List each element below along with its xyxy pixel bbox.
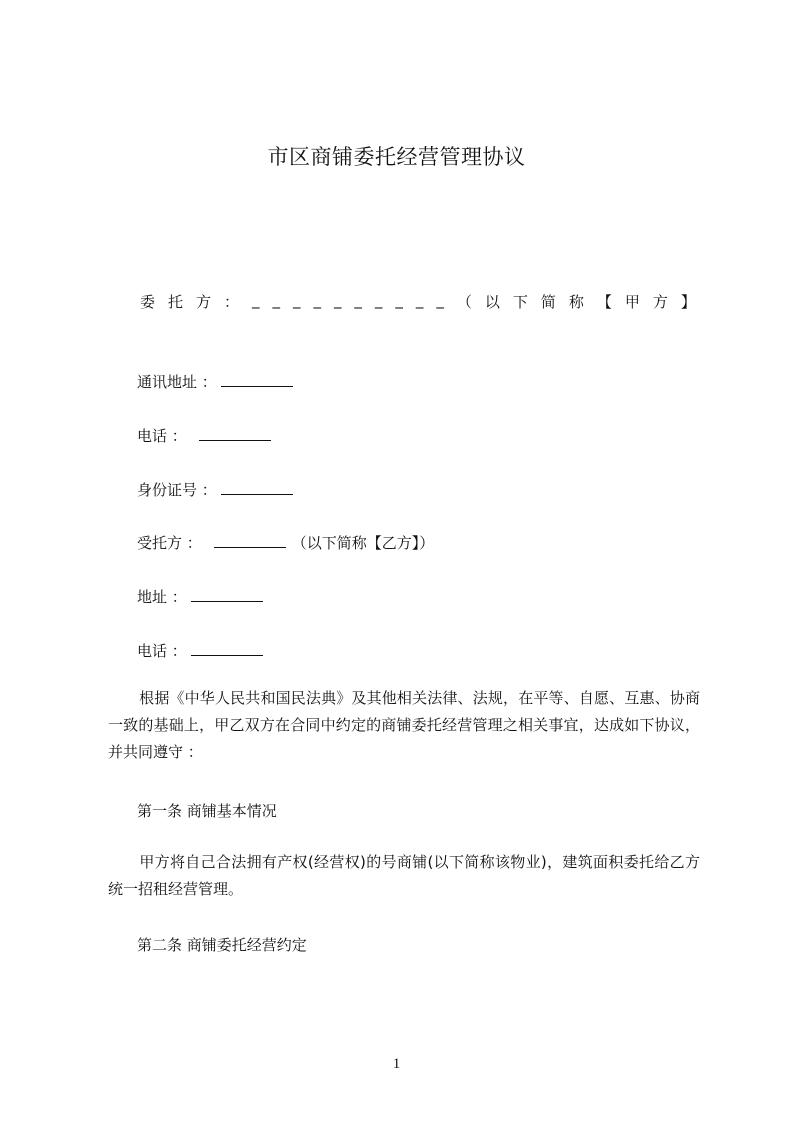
article2-heading: 第二条 商铺委托经营约定	[137, 936, 307, 954]
page-number: 1	[392, 1056, 401, 1072]
article1-paragraph	[108, 849, 700, 903]
principal-char: 甲	[624, 293, 640, 311]
address-field	[137, 371, 293, 392]
principal-blank: _	[415, 291, 424, 309]
address-label: 通讯地址 ：	[137, 373, 217, 391]
principal-char: 委	[140, 293, 156, 311]
principal-char: 托	[168, 293, 184, 311]
agent-suffix: （以下简称【乙方】）	[291, 534, 435, 552]
agent-blank[interactable]	[214, 533, 286, 548]
principal-char: （	[456, 293, 472, 311]
principal-char: 【	[596, 293, 612, 311]
agent-label: 受托方 ：	[137, 534, 202, 552]
principal-blank: _	[354, 291, 362, 309]
principal-blank: _	[272, 291, 280, 309]
principal-char: 以	[484, 293, 500, 311]
principal-char: ：	[224, 293, 240, 311]
agent-phone-field	[137, 640, 263, 661]
principal-blank: _	[333, 291, 342, 309]
agent-field	[137, 532, 434, 553]
id-number-label: 身份证号 ：	[137, 481, 217, 499]
principal-blank: _	[252, 291, 260, 309]
phone-field	[137, 425, 271, 446]
id-number-blank[interactable]	[221, 480, 293, 495]
principal-blank: _	[395, 291, 403, 309]
principal-blank: _	[313, 291, 321, 309]
principal-blank: _	[436, 291, 444, 309]
address-blank[interactable]	[221, 372, 293, 387]
agent-address-blank[interactable]	[191, 587, 263, 602]
phone-label: 电话 ：	[137, 427, 187, 445]
principal-blank: _	[292, 291, 301, 309]
phone-blank[interactable]	[199, 426, 271, 441]
preamble-text: 根据《中华人民共和国民法典》及其他相关法律、法规，在平等、自愿、互惠、协商一致的基础上，甲乙双方在合同中约定的商铺委托经营管理之相关事宜，达成如下协议，并共同遵守 ：	[108, 689, 700, 761]
principal-char: 】	[680, 293, 696, 311]
agent-address-label: 地址 ：	[137, 588, 187, 606]
agent-phone-label: 电话 ：	[137, 642, 187, 660]
document-title: 市区商铺委托经营管理协议	[267, 145, 526, 169]
principal-line	[140, 291, 696, 312]
principal-char: 称	[568, 293, 584, 311]
article1-heading: 第一条 商铺基本情况	[137, 802, 277, 820]
principal-blank: _	[374, 291, 383, 309]
principal-char: 方	[652, 293, 668, 311]
agent-address-field	[137, 586, 263, 607]
principal-char: 方	[196, 293, 212, 311]
article1-text: 甲方将自己合法拥有产权(经营权)的号商铺(以下简称该物业)，建筑面积委托给乙方统一招租经营管理。	[108, 853, 700, 898]
id-number-field	[137, 479, 293, 500]
principal-char: 简	[540, 293, 556, 311]
principal-char: 下	[512, 293, 528, 311]
agent-phone-blank[interactable]	[191, 641, 263, 656]
preamble-paragraph	[108, 685, 700, 766]
